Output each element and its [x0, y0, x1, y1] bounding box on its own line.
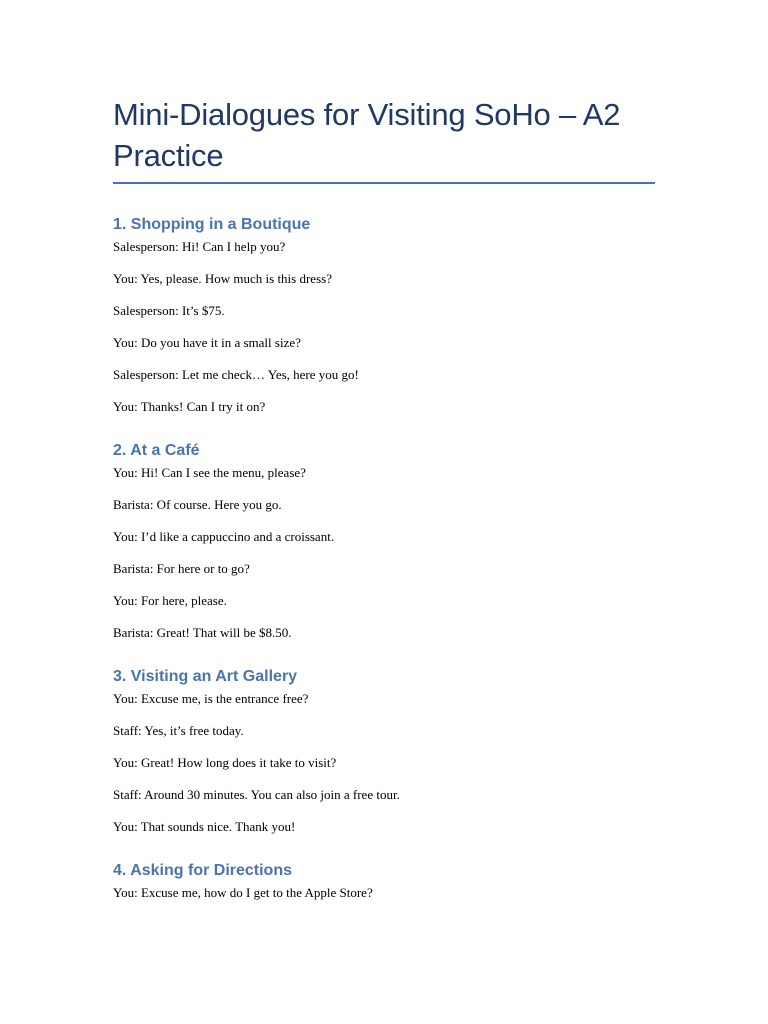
dialogue-line: You: Great! How long does it take to visit? — [113, 755, 337, 770]
title-underline — [113, 182, 655, 184]
dialogue-line: Barista: Of course. Here you go. — [113, 497, 282, 512]
dialogue-line: You: Excuse me, how do I get to the Apple Store? — [113, 885, 373, 900]
dialogue-line: Barista: For here or to go? — [113, 561, 250, 576]
dialogue-line: You: I’d like a cappuccino and a croissant. — [113, 529, 335, 544]
dialogue-line: You: Yes, please. How much is this dress? — [113, 271, 332, 286]
dialogue-line: Barista: Great! That will be $8.50. — [113, 625, 292, 640]
section-heading: 2. At a Café — [113, 442, 200, 459]
dialogue-line: Salesperson: Hi! Can I help you? — [113, 239, 286, 254]
dialogue-line: You: Excuse me, is the entrance free? — [113, 691, 309, 706]
section-shopping — [113, 215, 655, 415]
document-page — [113, 94, 655, 927]
dialogue-line: You: For here, please. — [113, 593, 227, 608]
section-cafe — [113, 441, 655, 641]
document-title: Mini-Dialogues for Visiting SoHo – A2 Practice — [113, 97, 621, 173]
dialogue-line: You: That sounds nice. Thank you! — [113, 819, 296, 834]
dialogue-line: Staff: Around 30 minutes. You can also join a free tour. — [113, 787, 400, 802]
dialogue-line: Salesperson: Let me check… Yes, here you go! — [113, 367, 359, 382]
section-heading: 4. Asking for Directions — [113, 862, 292, 879]
dialogue-line: Salesperson: It’s $75. — [113, 303, 225, 318]
section-art-gallery — [113, 667, 655, 835]
section-heading: 1. Shopping in a Boutique — [113, 216, 311, 233]
section-heading: 3. Visiting an Art Gallery — [113, 668, 298, 685]
dialogue-line: You: Do you have it in a small size? — [113, 335, 301, 350]
dialogue-line: You: Hi! Can I see the menu, please? — [113, 465, 306, 480]
dialogue-line: Staff: Yes, it’s free today. — [113, 723, 244, 738]
section-directions — [113, 861, 655, 901]
dialogue-line: You: Thanks! Can I try it on? — [113, 399, 266, 414]
